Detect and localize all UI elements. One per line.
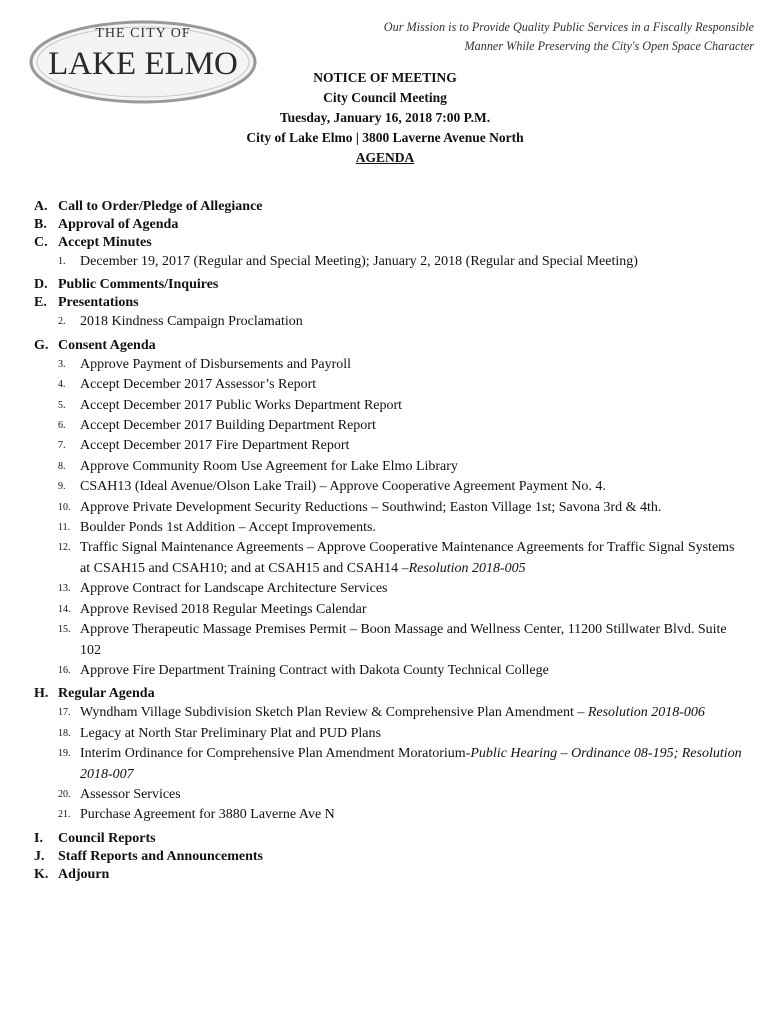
item-resolution: Public Hearing – Ordinance 08-195; Resolution 2018-007 [80, 746, 742, 782]
section-title: Public Comments/Inquires [58, 277, 219, 293]
item-number: 14. [58, 603, 71, 615]
section-letter: I. [34, 830, 43, 846]
item-number: 21. [58, 809, 71, 821]
section-title: Call to Order/Pledge of Allegiance [58, 199, 263, 214]
item-number: 3. [58, 358, 66, 370]
agenda-section [34, 337, 744, 355]
agenda-section [34, 294, 744, 312]
agenda-item [34, 785, 744, 805]
section-title: Presentations [58, 295, 139, 311]
agenda-item [34, 518, 744, 538]
item-number: 7. [58, 440, 66, 452]
agenda-item [34, 805, 744, 825]
item-text: Approve Private Development Security Reductions – Southwind; Easton Village 1st; Savona 3rd & 4th. [80, 499, 662, 515]
section-title: Approval of Agenda [58, 217, 179, 232]
agenda-item [34, 252, 744, 272]
item-number: 17. [58, 707, 71, 719]
section-letter: A. [34, 199, 48, 214]
item-resolution: Resolution 2018-006 [587, 705, 705, 721]
item-number: 20. [58, 788, 71, 800]
item-text: Approve Contract for Landscape Architecture Services [80, 581, 388, 597]
agenda-item [34, 396, 744, 416]
meeting-location: City of Lake Elmo | 3800 Laverne Avenue North [246, 130, 524, 145]
item-text: Accept December 2017 Fire Department Report [80, 438, 350, 454]
agenda-item [34, 498, 744, 518]
agenda-section [34, 198, 744, 216]
section-letter: C. [34, 235, 48, 250]
item-number: 5. [58, 399, 66, 411]
item-text: Approve Therapeutic Massage Premises Permit – Boon Massage and Wellness Center, 11200 Stillwater Blvd. Suite 102 [80, 622, 727, 658]
item-resolution: Resolution 2018-005 [408, 560, 526, 576]
agenda-section [34, 848, 744, 866]
agenda-item [34, 724, 744, 744]
agenda-item [34, 355, 744, 375]
section-letter: J. [34, 848, 45, 864]
section-letter: E. [34, 295, 47, 311]
agenda-item [34, 312, 744, 332]
agenda-item [34, 416, 744, 436]
item-number: 8. [58, 460, 66, 472]
item-text: December 19, 2017 (Regular and Special Meeting); January 2, 2018 (Regular and Special Meeting) [80, 254, 638, 269]
item-text: Approve Fire Department Training Contract with Dakota County Technical College [80, 662, 549, 678]
mission-line2: Manner While Preserving the City's Open Space Character [464, 39, 754, 53]
agenda-item [34, 661, 744, 681]
section-letter: K. [34, 866, 49, 882]
item-text: Accept December 2017 Public Works Department Report [80, 397, 403, 413]
agenda-section [34, 216, 744, 234]
section-title: Regular Agenda [58, 686, 155, 702]
section-title: Consent Agenda [58, 337, 156, 353]
agenda-item [34, 436, 744, 456]
item-text: Approve Revised 2018 Regular Meetings Calendar [80, 601, 367, 617]
mission-line1: Our Mission is to Provide Quality Public Services in a Fiscally Responsible [383, 20, 754, 34]
agenda-item [34, 600, 744, 620]
section-letter: H. [34, 686, 49, 702]
agenda-item [34, 620, 744, 661]
agenda-item [34, 538, 744, 579]
item-number: 6. [58, 420, 66, 432]
notice-title: NOTICE OF MEETING [313, 70, 457, 85]
item-text: Legacy at North Star Preliminary Plat and PUD Plans [80, 725, 381, 741]
section-letter: D. [34, 277, 48, 293]
item-number: 10. [58, 501, 71, 513]
item-text: Purchase Agreement for 3880 Laverne Ave N [80, 807, 335, 823]
item-text: Assessor Services [80, 786, 181, 802]
item-text: Approve Payment of Disbursements and Payroll [80, 356, 352, 372]
item-text: Wyndham Village Subdivision Sketch Plan Review & Comprehensive Plan Amendment – [80, 705, 588, 721]
item-text: CSAH13 (Ideal Avenue/Olson Lake Trail) – Approve Cooperative Agreement Payment No. 4. [80, 479, 606, 495]
section-letter: B. [34, 217, 47, 232]
meeting-datetime: Tuesday, January 16, 2018 7:00 P.M. [279, 110, 491, 125]
agenda-section [34, 276, 744, 294]
logo-line2: LAKE ELMO [48, 46, 238, 82]
item-number: 18. [58, 727, 71, 739]
agenda-section [34, 830, 744, 848]
item-text: Boulder Ponds 1st Addition – Accept Improvements. [80, 520, 376, 536]
agenda-list [34, 198, 744, 884]
agenda-section [34, 866, 744, 884]
item-number: 16. [58, 664, 71, 676]
item-number: 2. [58, 316, 66, 328]
section-title: Adjourn [58, 866, 110, 882]
item-text: Interim Ordinance for Comprehensive Plan Amendment Moratorium- [80, 746, 471, 762]
item-text: Accept December 2017 Assessor’s Report [80, 377, 317, 393]
item-text: 2018 Kindness Campaign Proclamation [80, 314, 303, 330]
agenda-section [34, 234, 744, 252]
meeting-header [0, 68, 770, 168]
section-letter: G. [34, 337, 49, 353]
item-number: 12. [58, 542, 71, 554]
section-title: Staff Reports and Announcements [58, 848, 263, 864]
item-number: 11. [58, 522, 71, 534]
agenda-heading: AGENDA [355, 150, 415, 165]
item-number: 9. [58, 481, 66, 493]
section-title: Accept Minutes [58, 235, 152, 250]
item-text: Accept December 2017 Building Department Report [80, 418, 376, 434]
agenda-section [34, 685, 744, 703]
logo-line1: THE CITY OF [95, 26, 191, 41]
item-text: Approve Community Room Use Agreement for Lake Elmo Library [80, 458, 458, 474]
item-number: 1. [58, 256, 66, 267]
agenda-item [34, 703, 744, 723]
agenda-item [34, 477, 744, 497]
item-number: 13. [58, 583, 71, 595]
agenda-item [34, 375, 744, 395]
item-text: Traffic Signal Maintenance Agreements – Approve Cooperative Maintenance Agreements for Traffic Signal Systems at CSAH15 and CSAH10; and at CSAH15 and CSAH14 – [80, 540, 735, 576]
item-number: 4. [58, 379, 66, 391]
agenda-item [34, 744, 744, 785]
item-number: 15. [58, 624, 71, 636]
agenda-item [34, 579, 744, 599]
mission-statement [354, 18, 754, 56]
agenda-item [34, 457, 744, 477]
item-number: 19. [58, 748, 71, 760]
section-title: Council Reports [58, 830, 156, 846]
meeting-name: City Council Meeting [323, 90, 447, 105]
